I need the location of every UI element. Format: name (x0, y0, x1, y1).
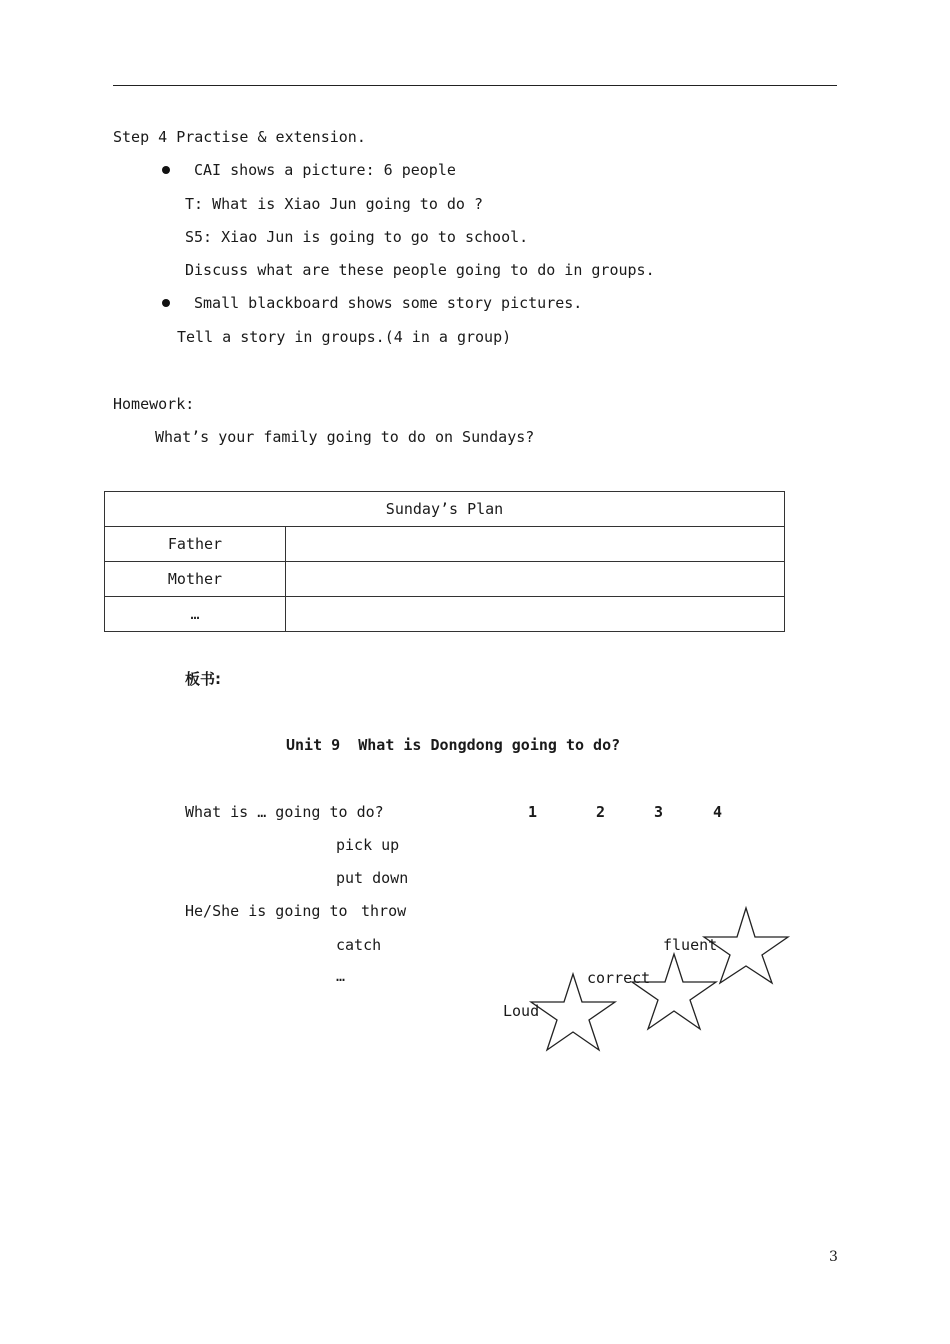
table-title-cell: Sunday’s Plan (105, 492, 785, 527)
story-line: Tell a story in groups.(4 in a group) (177, 328, 512, 346)
score-number: 1 (528, 803, 538, 821)
verb-phrase: catch (336, 936, 382, 954)
step-heading: Step 4 Practise & extension. (113, 128, 366, 146)
verb-phrase: pick up (336, 836, 400, 854)
phrase-prefix: He/She is going to (185, 902, 348, 920)
student-line: S5: Xiao Jun is going to go to school. (185, 228, 529, 246)
table-row-label: … (105, 597, 286, 632)
bullet-text-cai: CAI shows a picture: 6 people (194, 161, 456, 179)
verb-phrase: throw (361, 902, 407, 920)
rating-label-loud: Loud (503, 1002, 540, 1020)
table-row-label: Father (105, 527, 286, 562)
unit-title: Unit 9 What is Dongdong going to do? (286, 736, 621, 754)
star-icon (632, 954, 716, 1029)
board-label: 板书: (185, 670, 221, 688)
table-row-label: Mother (105, 562, 286, 597)
rating-label-fluent: fluent (663, 936, 718, 954)
score-number: 4 (713, 803, 723, 821)
homework-question: What’s your family going to do on Sundays? (155, 428, 535, 446)
discuss-line: Discuss what are these people going to do in groups. (185, 261, 655, 279)
board-question: What is … going to do? (185, 803, 384, 821)
homework-label: Homework: (113, 395, 195, 413)
score-number: 2 (596, 803, 606, 821)
score-number: 3 (654, 803, 664, 821)
verb-phrase: put down (336, 869, 409, 887)
verb-phrase: … (336, 967, 346, 985)
teacher-line: T: What is Xiao Jun going to do ? (185, 195, 484, 213)
bullet-text-blackboard: Small blackboard shows some story pictures. (194, 294, 583, 312)
page-number: 3 (829, 1249, 838, 1265)
rating-label-correct: correct (587, 969, 651, 987)
